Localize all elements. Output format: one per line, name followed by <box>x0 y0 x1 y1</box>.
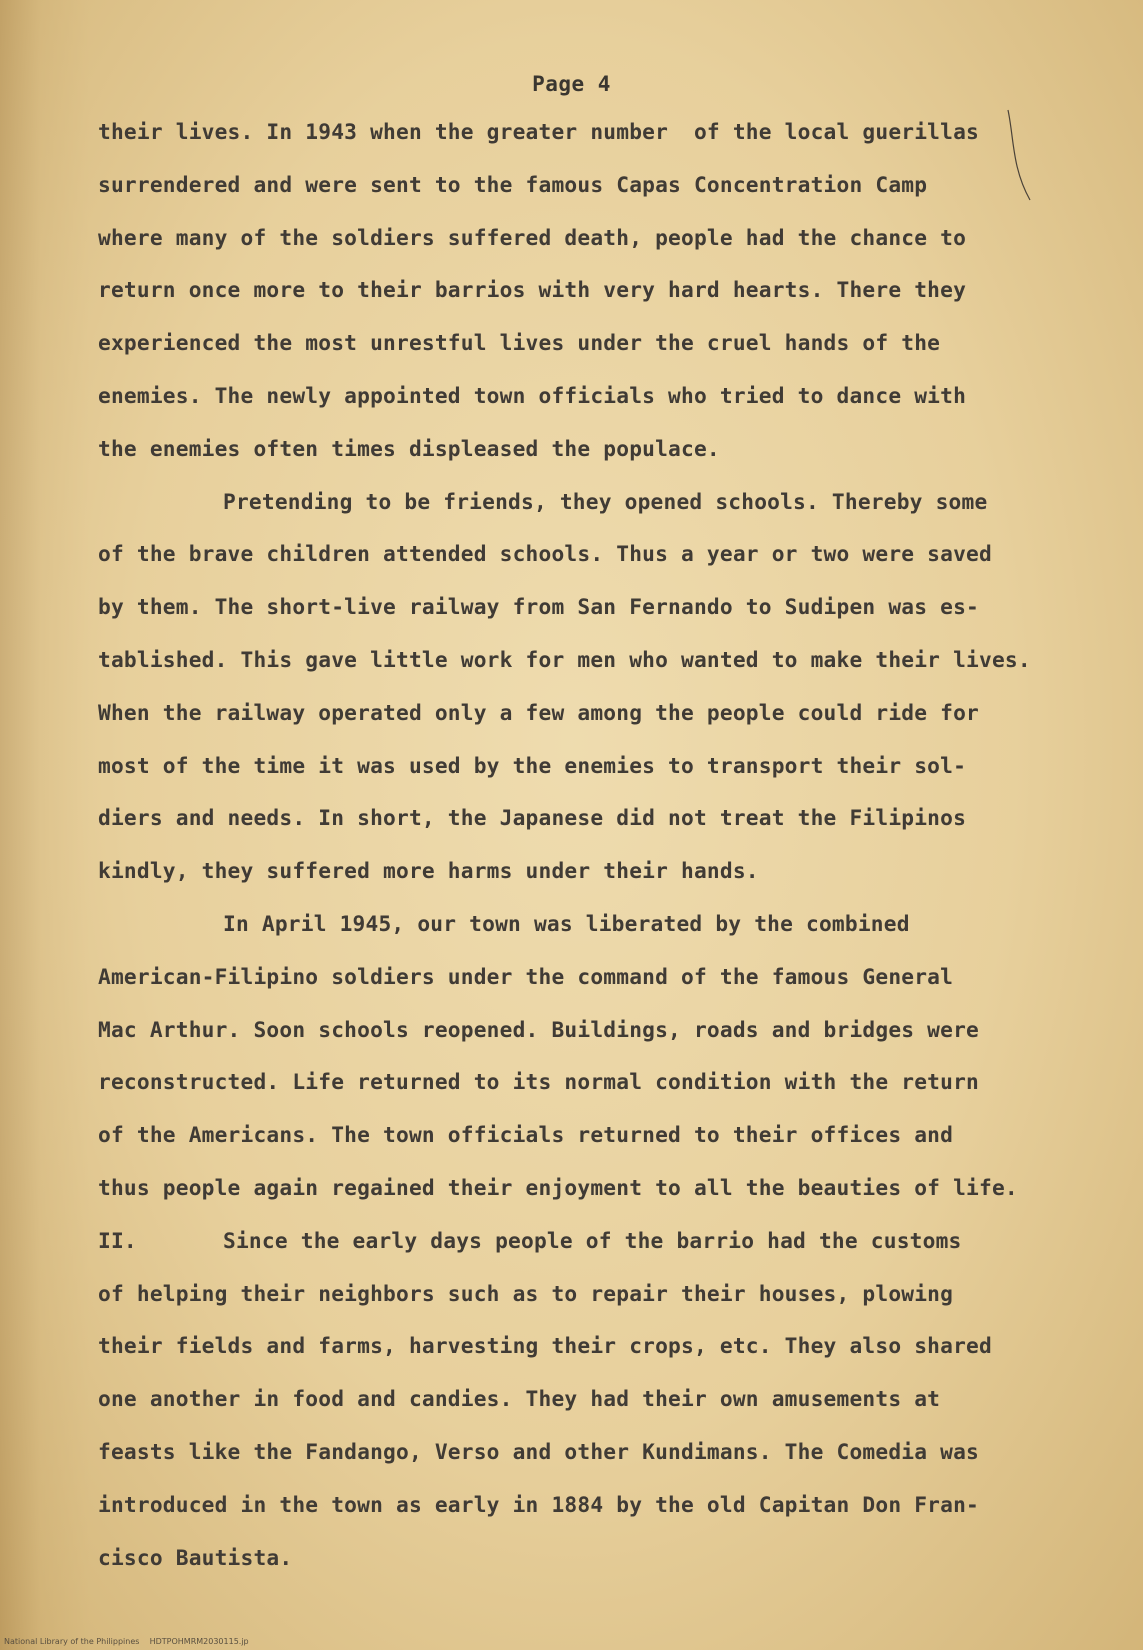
text-line: tablished. This gave little work for men who wanted to make their lives. <box>98 646 1031 672</box>
text-line: return once more to their barrios with very hard hearts. There they <box>98 277 967 303</box>
text-line: their fields and farms, harvesting their crops, etc. They also shared <box>98 1333 992 1359</box>
text-line: most of the time it was used by the enemies to transport their sol- <box>98 752 967 778</box>
section-marker: II. <box>98 1227 137 1253</box>
text-line: of the Americans. The town officials returned to their offices and <box>98 1122 954 1148</box>
text-line: one another in food and candies. They had their own amusements at <box>98 1386 941 1412</box>
text-line: diers and needs. In short, the Japanese did not treat the Filipinos <box>98 805 967 831</box>
page-number-header: Page 4 <box>532 72 611 96</box>
section-start-line <box>98 1221 1088 1274</box>
text-line: where many of the soldiers suffered death, people had the chance to <box>98 224 967 250</box>
text-line: feasts like the Fandango, Verso and other Kundimans. The Comedia was <box>98 1438 980 1464</box>
archive-footer-caption: National Library of the Philippines HDTPOHMRM2030115.jp <box>4 1637 249 1646</box>
text-line: experienced the most unrestful lives under the cruel hands of the <box>98 330 941 356</box>
text-line: by them. The short-live railway from San Fernando to Sudipen was es- <box>98 594 980 620</box>
text-line: thus people again regained their enjoyment to all the beauties of life. <box>98 1174 1018 1200</box>
text-line: When the railway operated only a few among the people could ride for <box>98 699 980 725</box>
text-line: kindly, they suffered more harms under their hands. <box>98 858 759 884</box>
text-line: surrendered and were sent to the famous Capas Concentration Camp <box>98 171 928 197</box>
text-line: Mac Arthur. Soon schools reopened. Buildings, roads and bridges were <box>98 1016 980 1042</box>
paragraph-start-line: Pretending to be friends, they opened schools. Thereby some <box>223 488 988 514</box>
text-line: Since the early days people of the barrio had the customs <box>223 1227 962 1253</box>
text-line: their lives. In 1943 when the greater number of the local guerillas <box>98 119 980 144</box>
text-line: cisco Bautista. <box>98 1544 293 1570</box>
text-line: of helping their neighbors such as to repair their houses, plowing <box>98 1280 954 1306</box>
text-line: the enemies often times displeased the populace. <box>98 435 720 461</box>
text-line: enemies. The newly appointed town officials who tried to dance with <box>98 382 967 408</box>
text-line: reconstructed. Life returned to its normal condition with the return <box>98 1069 980 1095</box>
typed-body-text <box>98 112 1088 1590</box>
text-line: introduced in the town as early in 1884 by the old Capitan Don Fran- <box>98 1491 980 1517</box>
text-line: of the brave children attended schools. Thus a year or two were saved <box>98 541 992 567</box>
paragraph-start-line: In April 1945, our town was liberated by the combined <box>223 910 910 936</box>
text-line: American-Filipino soldiers under the command of the famous General <box>98 963 954 989</box>
